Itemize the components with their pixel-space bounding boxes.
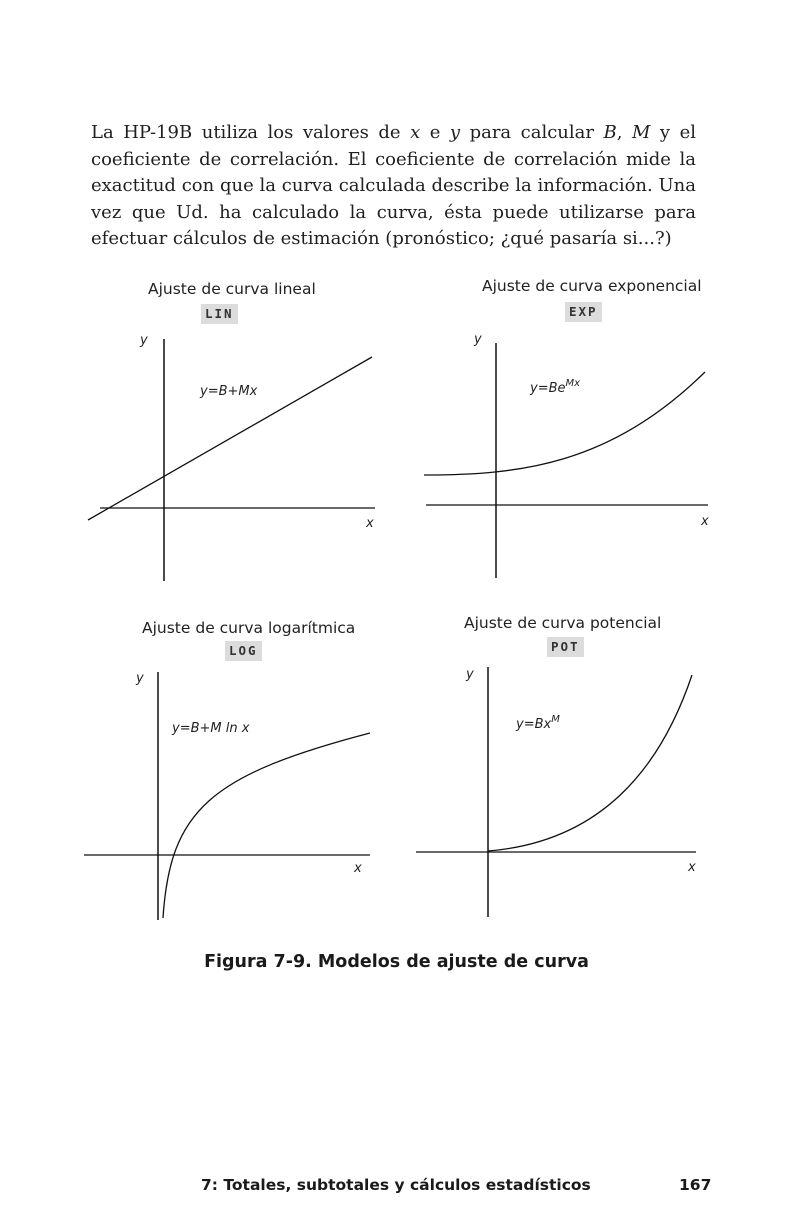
log-key: LOG	[225, 641, 262, 661]
lin-y-label: y	[140, 333, 148, 348]
var-y: y	[449, 122, 461, 143]
log-y-label: y	[136, 671, 144, 686]
var-m: M	[631, 122, 651, 143]
running-footer: 7: Totales, subtotales y cálculos estadísticos	[201, 1176, 591, 1194]
exp-x-label: x	[701, 514, 709, 529]
lin-title: Ajuste de curva lineal	[148, 280, 316, 298]
lin-x-label: x	[366, 516, 374, 531]
log-equation: y=B+M ln x	[172, 721, 250, 736]
lin-key: LIN	[201, 304, 238, 324]
pot-key: POT	[547, 637, 584, 657]
pot-x-label: x	[688, 860, 696, 875]
pot-curve	[488, 675, 692, 851]
lin-equation: y=B+Mx	[200, 384, 258, 399]
var-b: B	[603, 122, 617, 143]
log-title: Ajuste de curva logarítmica	[142, 619, 356, 637]
log-x-label: x	[354, 861, 362, 876]
body-paragraph: La HP-19B utiliza los valores de x e y para calcular B, M y el coeficiente de correlación. El coeficiente de correlación mide la exactitud con que la curva calculada describe la información. Una vez que Ud. ha calculado la curva, ésta puede utilizarse para efectuar cálculos de estimación (pronóstico; ¿qué pasaría si...?)	[91, 122, 697, 249]
pot-equation: $y=Bx^M$	[516, 714, 560, 732]
exp-y-label: y	[474, 332, 482, 347]
figure-caption: Figura 7-9. Modelos de ajuste de curva	[204, 952, 589, 972]
pot-y-label: y	[466, 667, 474, 682]
pot-title: Ajuste de curva potencial	[464, 614, 662, 632]
exp-key: EXP	[565, 302, 602, 322]
exp-equation: $y=Be^{Mx}$	[530, 378, 581, 396]
page-number: 167	[679, 1176, 712, 1194]
var-x: x	[410, 122, 421, 143]
exp-title: Ajuste de curva exponencial	[482, 277, 702, 295]
